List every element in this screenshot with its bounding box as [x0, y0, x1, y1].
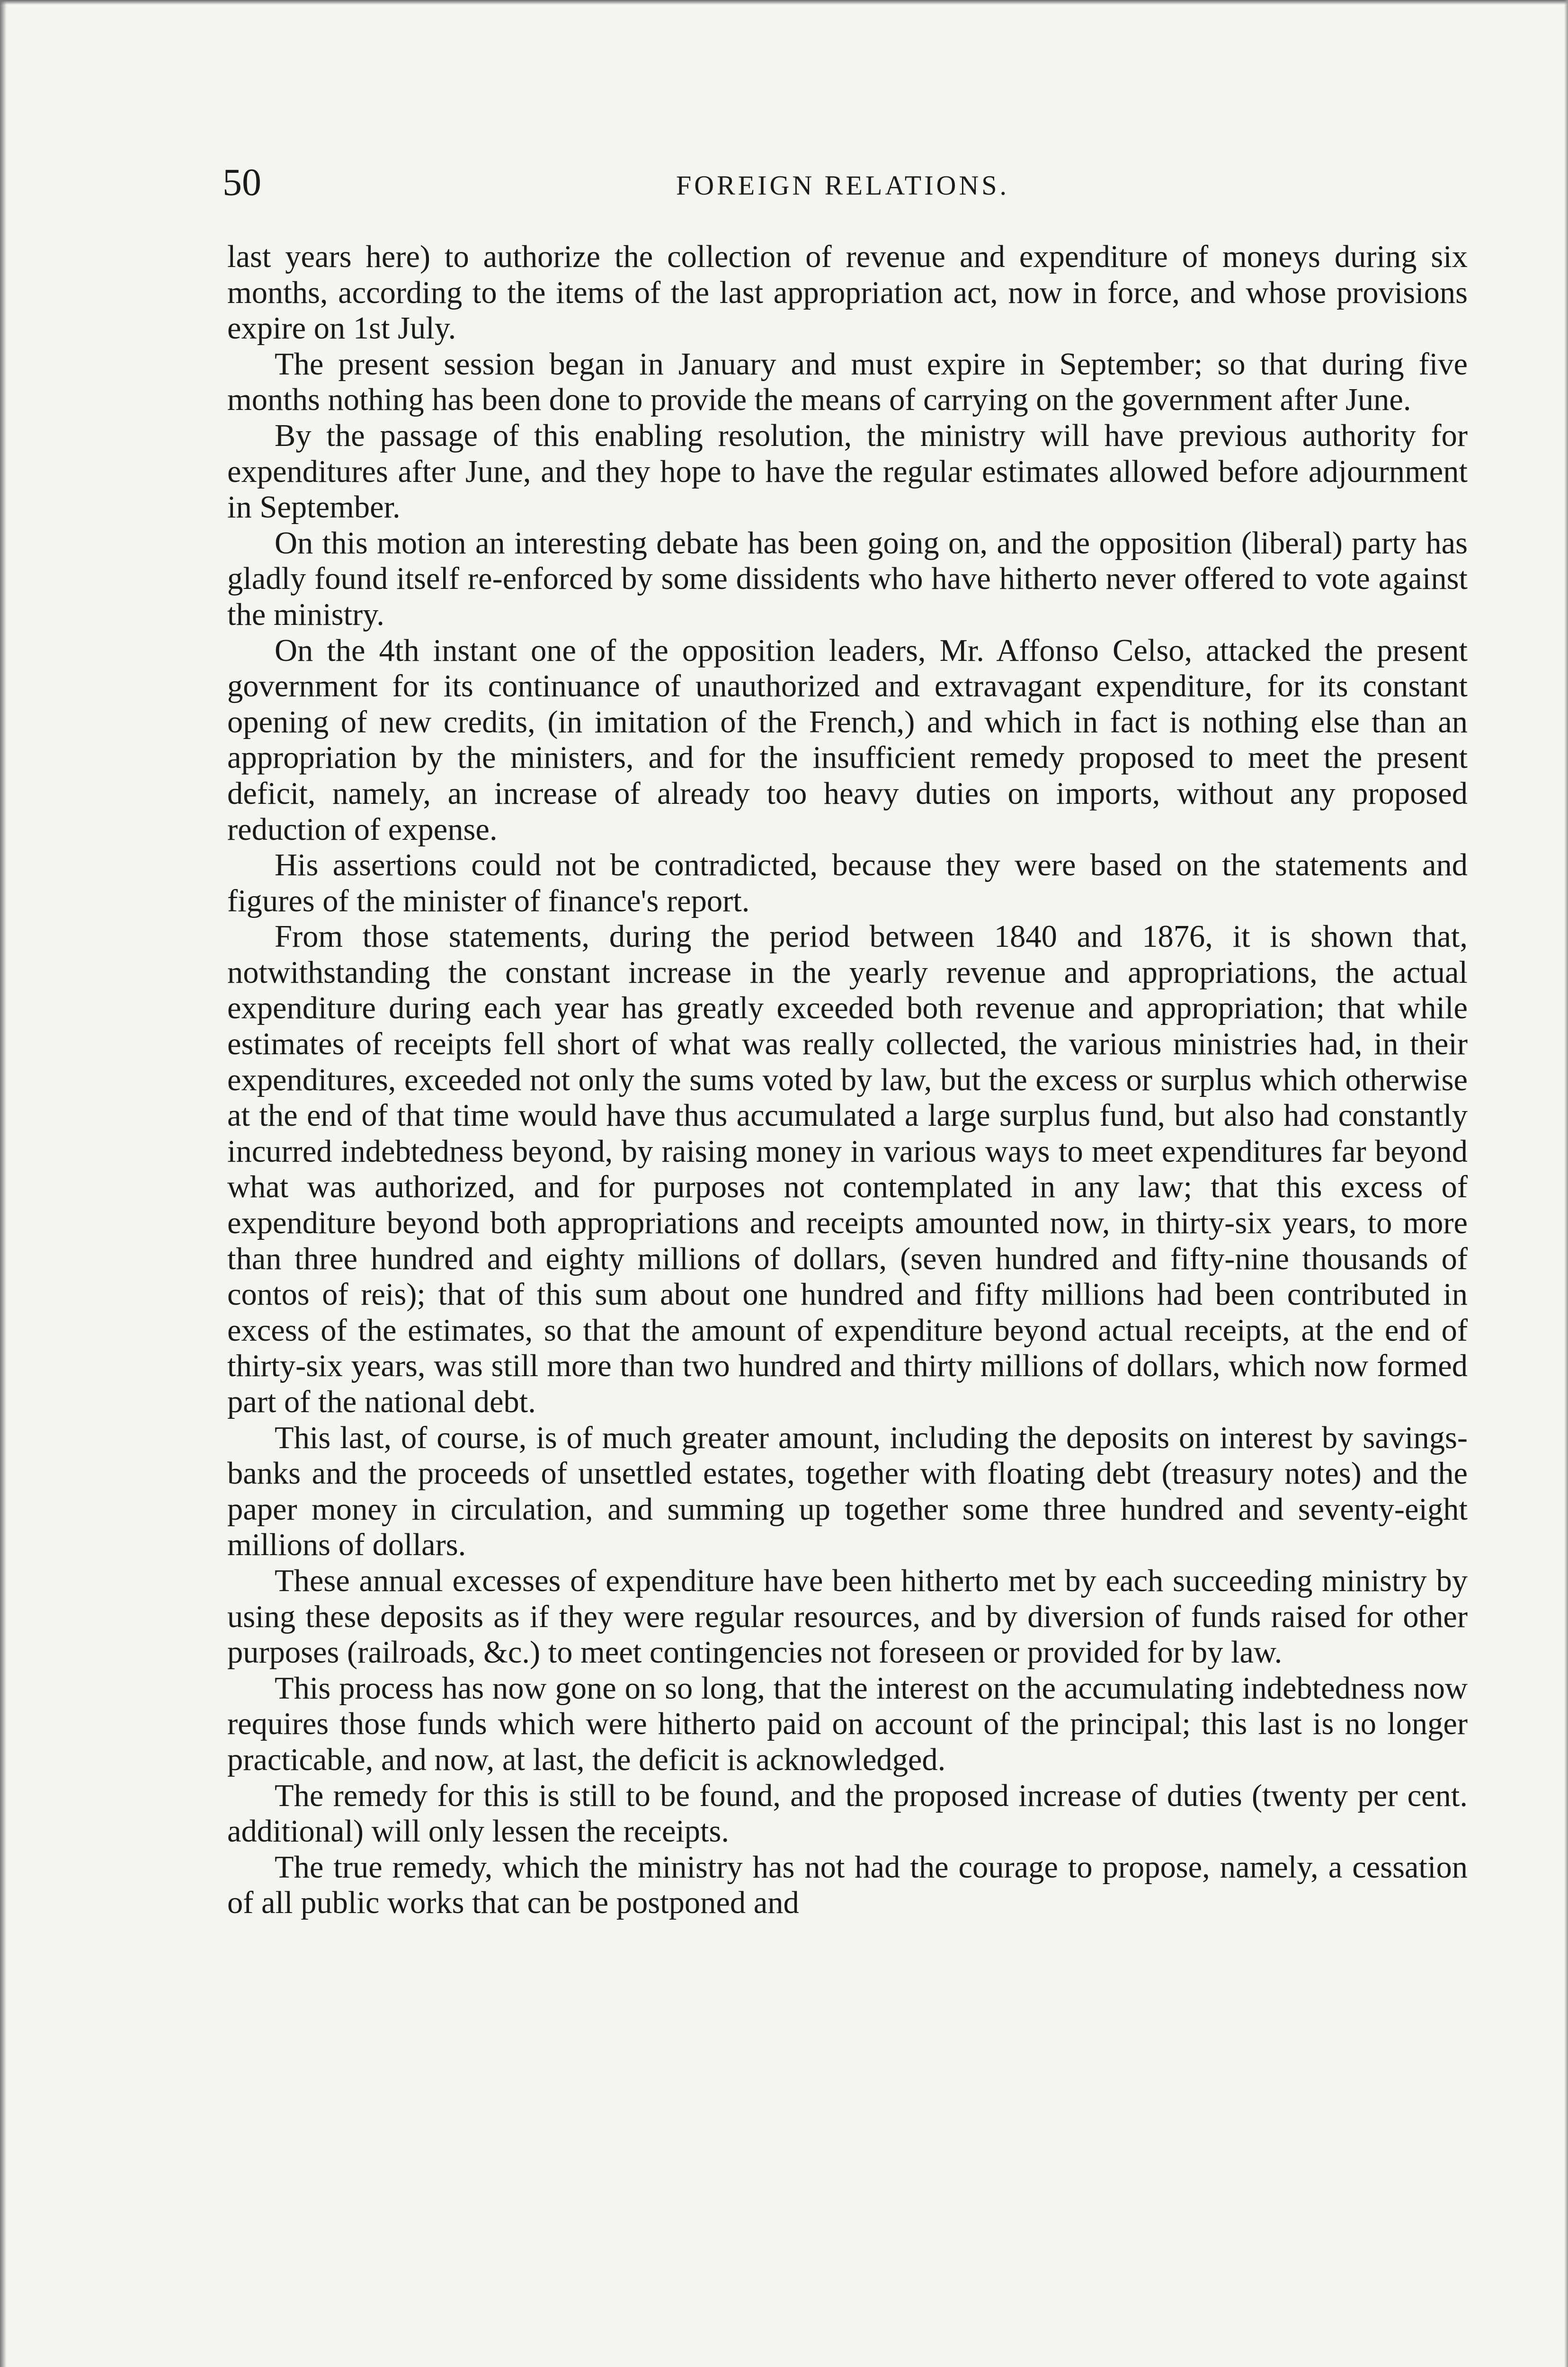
paragraph-continued: last years here) to authorize the collection of revenue and expenditure of moneys during six months, according to the items of the last appropriation act, now in force, and whose provisions expire on 1st July.: [227, 240, 1468, 346]
paragraph-affonso-celso: On the 4th instant one of the opposition leaders, Mr. Affonso Celso, attacked the present government for its continuance of unauthorized and extravagant expenditure, for its constant opening of new credits, (in imitation of the French,) and which in fact is nothing else than an appropriation by the ministers, and for the insufficient remedy proposed to meet the present deficit, namely, an increase of already too heavy duties on imports, without any proposed reduction of expense.: [227, 633, 1468, 847]
paragraph-national-debt: This last, of course, is of much greater amount, including the deposits on interest by savings-banks and the proceeds of unsettled estates, together with floating debt (treasury notes) and the paper money in circulation, and summing up together some three hundred and seventy-eight millions of dollars.: [227, 1420, 1468, 1563]
paragraph-remedy: The remedy for this is still to be found, and the proposed increase of duties (twenty per cent. additional) will only lessen the receipts.: [227, 1778, 1468, 1849]
scan-edge-right: [1564, 0, 1568, 2367]
paragraph-debate: On this motion an interesting debate has been going on, and the opposition (liberal) party has gladly found itself re-enforced by some dissidents who have hitherto never offered to vote against the ministry.: [227, 525, 1468, 632]
paragraph-statements: From those statements, during the period between 1840 and 1876, it is shown that, notwithstanding the constant increase in the yearly revenue and appropriations, the actual expenditure during each year has greatly exceeded both revenue and appropriation; that while estimates of receipts fell short of what was really collected, the various ministries had, in their expenditures, exceeded not only the sums voted by law, but the excess or surplus which otherwise at the end of that time would have thus accumulated a large surplus fund, but also had constantly incurred indebtedness beyond, by raising money in various ways to meet expenditures far beyond what was authorized, and for purposes not contemplated in any law; that this excess of expenditure beyond both appropriations and receipts amounted now, in thirty-six years, to more than three hundred and eighty millions of dollars, (seven hundred and fifty-nine thousands of contos of reis); that of this sum about one hundred and fifty millions had been contributed in excess of the estimates, so that the amount of expenditure beyond actual receipts, at the end of thirty-six years, was still more than two hundred and thirty millions of dollars, which now formed part of the national debt.: [227, 919, 1468, 1419]
paragraph-assertions: His assertions could not be contradicted, because they were based on the statements and figures of the minister of finance's report.: [227, 848, 1468, 918]
page-number: 50: [223, 160, 261, 204]
page-header: [223, 156, 1463, 213]
paragraph-true-remedy: The true remedy, which the ministry has not had the courage to propose, namely, a cessation of all public works that can be postponed and: [227, 1850, 1468, 1921]
paragraph-annual-excesses: These annual excesses of expenditure have been hitherto met by each succeeding ministry by using these deposits as if they were regular resources, and by diversion of funds raised for other purposes (railroads, &c.) to meet contingencies not foreseen or provided for by law.: [227, 1563, 1468, 1670]
scan-edge-left: [0, 0, 7, 2367]
body-text: [227, 239, 1468, 1921]
paragraph-process: This process has now gone on so long, that the interest on the accumulating indebtedness now requires those funds which were hitherto paid on account of the principal; this last is no longer practicable, and now, at last, the deficit is acknowledged.: [227, 1671, 1468, 1777]
paragraph-session: The present session began in January and must expire in September; so that during five months nothing has been done to provide the means of carrying on the government after June.: [227, 347, 1468, 418]
running-title: FOREIGN RELATIONS.: [676, 170, 1010, 201]
scan-edge-top: [0, 0, 1568, 5]
paragraph-enabling-resolution: By the passage of this enabling resolution, the ministry will have previous authority for expenditures after June, and they hope to have the regular estimates allowed before adjournment in September.: [227, 418, 1468, 525]
